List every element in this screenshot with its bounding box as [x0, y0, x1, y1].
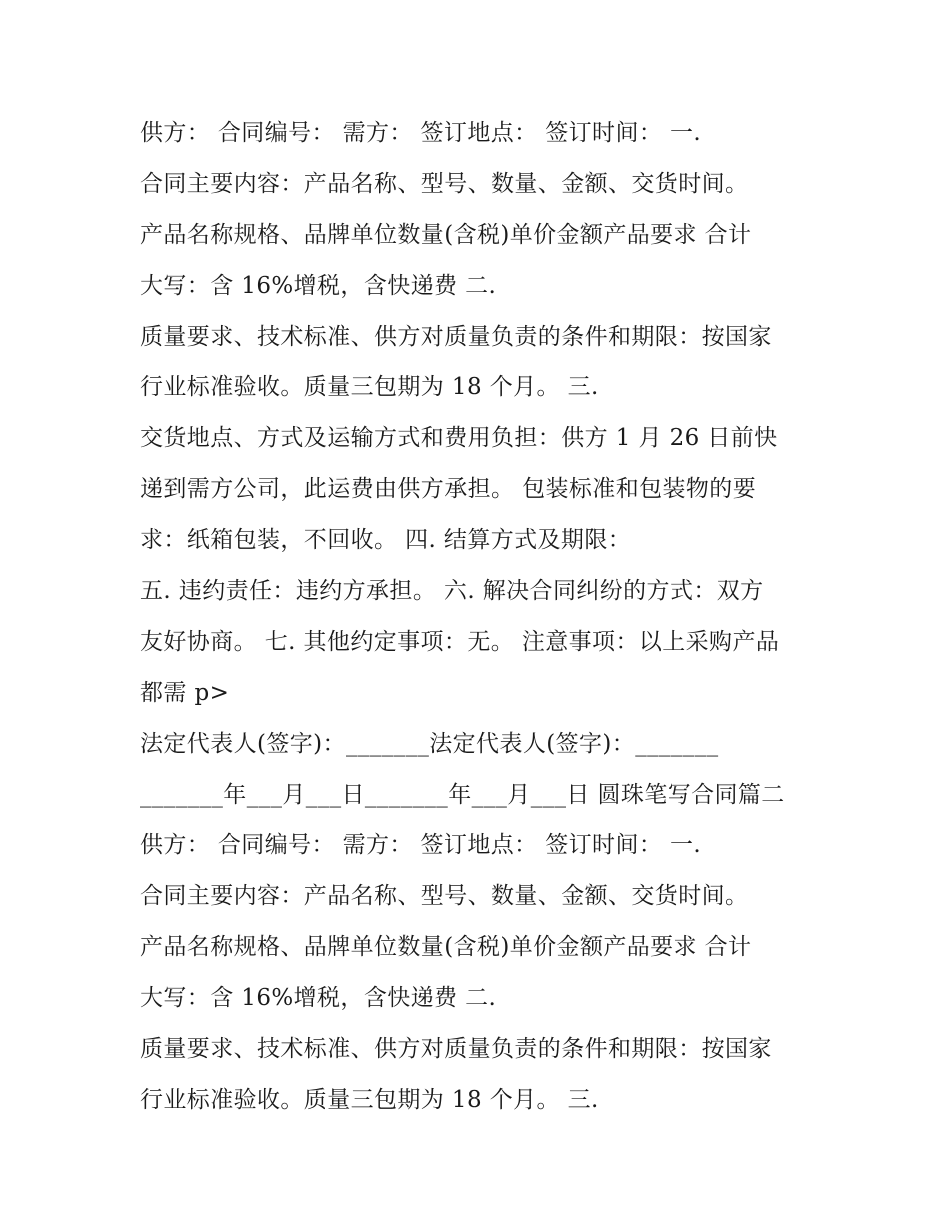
- text-line: 质量要求、技术标准、供方对质量负责的条件和期限：按国家: [140, 323, 772, 350]
- text-line: 合同主要内容：产品名称、型号、数量、金额、交货时间。: [140, 170, 749, 197]
- text-line: 供方： 合同编号： 需方： 签订地点： 签订时间： 一.: [140, 832, 702, 859]
- text-line: 行业标准验收。质量三包期为 18 个月。 三.: [140, 374, 599, 401]
- text-line: 友好协商。 七. 其他约定事项：无。 注意事项：以上采购产品: [140, 628, 780, 655]
- text-line: 五. 违约责任：违约方承担。 六. 解决合同纠纷的方式：双方: [140, 578, 764, 605]
- document-body: [140, 108, 830, 1126]
- text-line: 产品名称规格、品牌单位数量(含税)单价金额产品要求 合计: [140, 221, 752, 248]
- text-line: 递到需方公司，此运费由供方承担。 包装标准和包装物的要: [140, 476, 757, 503]
- text-line: 质量要求、技术标准、供方对质量负责的条件和期限：按国家: [140, 1036, 772, 1063]
- text-line: 求：纸箱包装，不回收。 四. 结算方式及期限：: [140, 527, 632, 554]
- text-line: 行业标准验收。质量三包期为 18 个月。 三.: [140, 1086, 599, 1113]
- signature-line: 法定代表人(签字)：_______法定代表人(签字)：_______: [140, 730, 719, 757]
- text-line: 供方： 合同编号： 需方： 签订地点： 签订时间： 一.: [140, 120, 702, 146]
- text-line: 都需 p>: [140, 679, 230, 706]
- text-line: 合同主要内容：产品名称、型号、数量、金额、交货时间。: [140, 883, 749, 910]
- text-line: 产品名称规格、品牌单位数量(含税)单价金额产品要求 合计: [140, 934, 752, 961]
- date-line: _______年___月___日_______年___月___日 圆珠笔写合同篇二: [140, 781, 785, 808]
- text-line: 大写：含 16%增税，含快递费 二.: [140, 272, 497, 299]
- text-line: 大写：含 16%增税，含快递费 二.: [140, 985, 497, 1012]
- text-line: 交货地点、方式及运输方式和费用负担：供方 1 月 26 日前快: [140, 425, 778, 452]
